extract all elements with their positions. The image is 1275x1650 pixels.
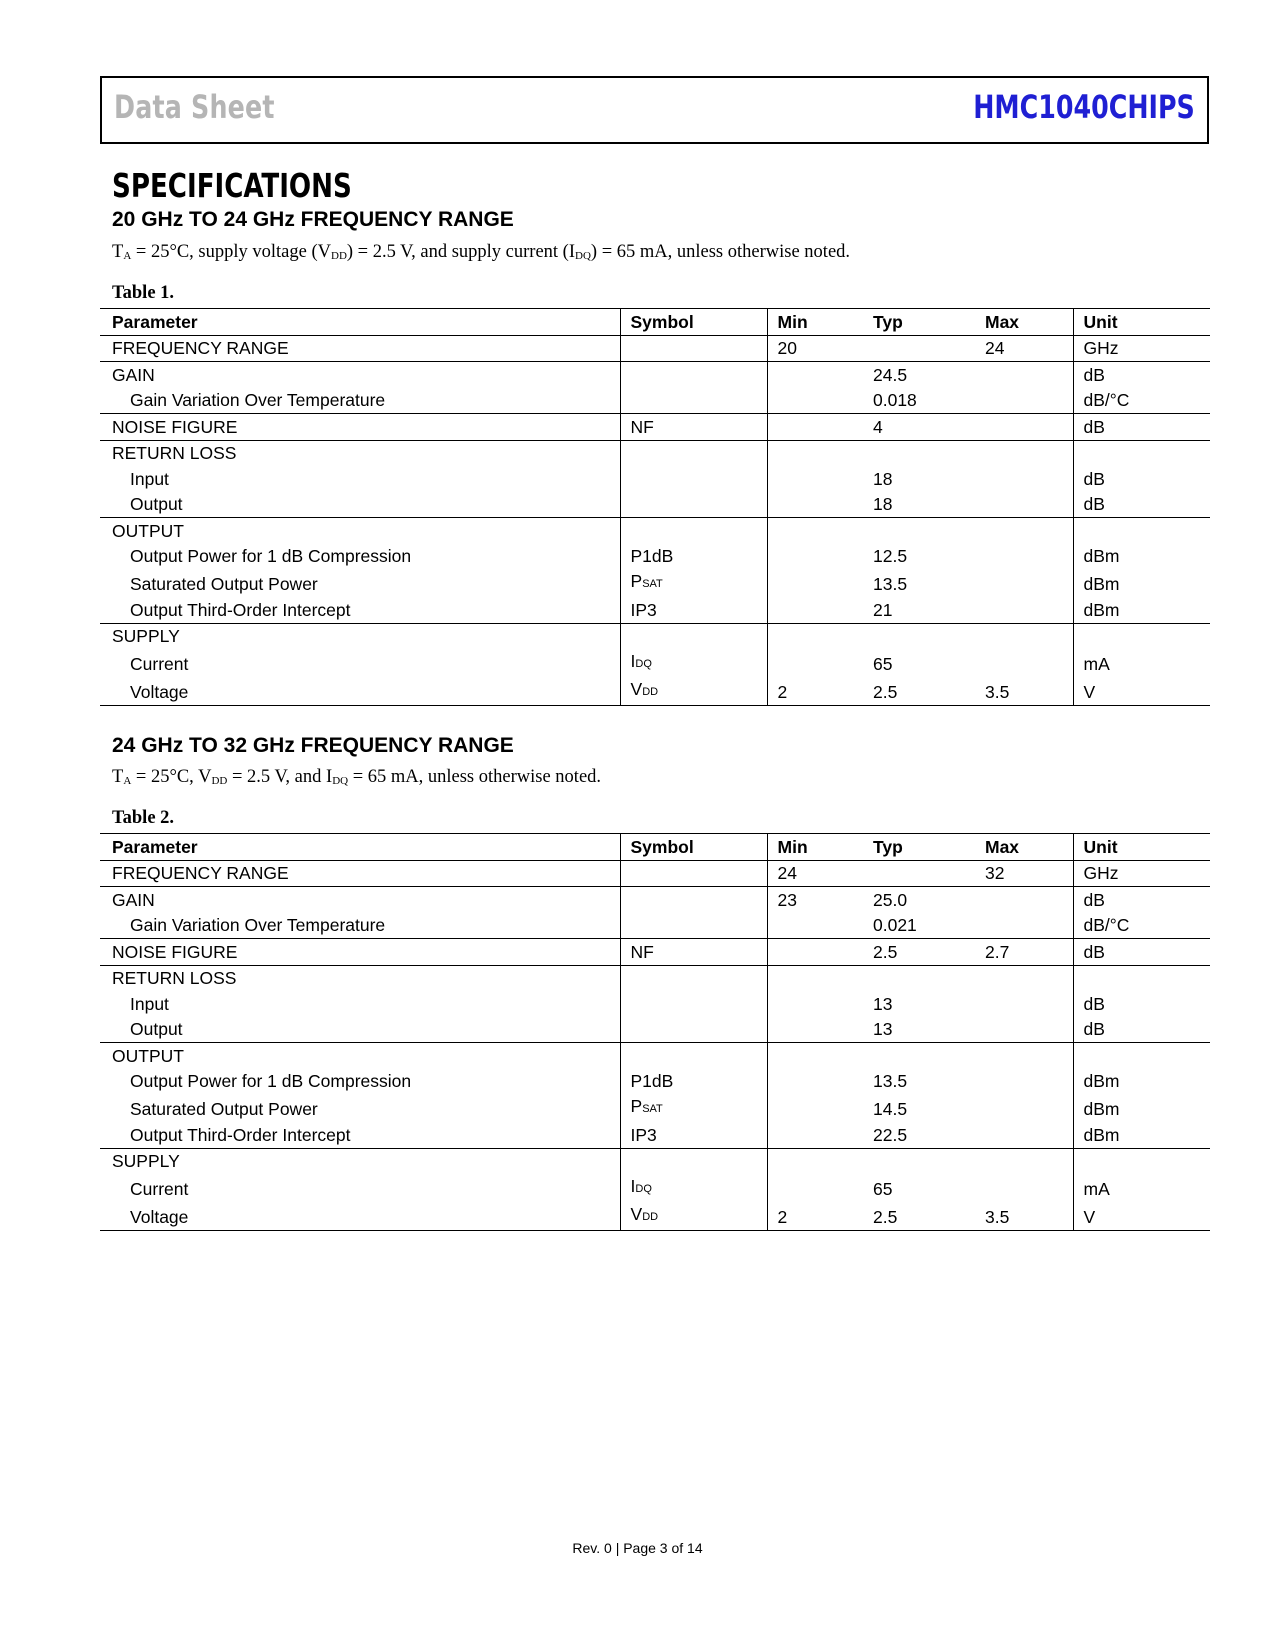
- typ-cell: 2.5: [861, 939, 973, 966]
- unit-cell: GHz: [1073, 335, 1210, 362]
- table-row: [100, 860, 1210, 887]
- header-unit: Unit: [1073, 309, 1210, 336]
- table-1-caption: Table 1.: [112, 283, 175, 303]
- max-cell: [973, 1122, 1073, 1148]
- typ-cell: [861, 335, 973, 362]
- unit-cell: dBm: [1073, 1122, 1210, 1148]
- typ-cell: [861, 860, 973, 887]
- unit-cell: dBm: [1073, 544, 1210, 570]
- unit-cell: dB: [1073, 414, 1210, 441]
- param-cell: Input: [130, 993, 169, 1014]
- param-cell: Saturated Output Power: [130, 1099, 318, 1119]
- header-parameter: Parameter: [100, 309, 620, 336]
- typ-cell: [861, 965, 973, 991]
- table-row: [100, 544, 1210, 570]
- symbol-cell: [620, 1017, 767, 1043]
- table-2-subtitle: 24 GHz TO 32 GHz FREQUENCY RANGE: [112, 734, 514, 757]
- typ-cell: 25.0: [861, 887, 973, 913]
- param-cell: Voltage: [100, 677, 620, 706]
- max-cell: [973, 544, 1073, 570]
- typ-cell: 13: [873, 993, 893, 1014]
- symbol-cell: IP3: [620, 597, 767, 623]
- symbol-cell: NF: [620, 414, 767, 441]
- unit-cell: dB: [1073, 492, 1210, 518]
- symbol-cell: NF: [620, 939, 767, 966]
- unit-cell: V: [1073, 677, 1210, 706]
- typ-cell: 65: [873, 1179, 893, 1199]
- typ-cell: [861, 518, 973, 544]
- param-cell: Current: [130, 1179, 189, 1199]
- symbol-cell: [620, 440, 767, 466]
- min-cell: [767, 991, 861, 1017]
- table-row: [100, 1017, 1210, 1043]
- min-cell: [767, 623, 861, 649]
- min-cell: [767, 649, 861, 677]
- unit-cell: [1073, 1148, 1210, 1174]
- typ-cell: 2.5: [861, 677, 973, 706]
- unit-cell: [1073, 623, 1210, 649]
- header-typ: Typ: [861, 309, 973, 336]
- symbol-cell: [620, 466, 767, 492]
- part-number: HMC1040CHIPS: [973, 88, 1195, 126]
- min-cell: [767, 913, 861, 939]
- max-cell: [973, 887, 1073, 913]
- unit-cell: dBm: [1073, 569, 1210, 597]
- min-cell: [767, 1148, 861, 1174]
- unit-cell: dBm: [1073, 1094, 1210, 1122]
- param-cell: Output: [130, 1019, 183, 1039]
- min-cell: [767, 965, 861, 991]
- symbol-cell: [620, 335, 767, 362]
- param-cell: Output Power for 1 dB Compression: [130, 546, 412, 566]
- min-cell: 2: [767, 677, 861, 706]
- min-cell: [767, 544, 861, 570]
- typ-cell: 14.5: [873, 1099, 908, 1119]
- unit-cell: dB: [1073, 466, 1210, 492]
- max-cell: 3.5: [973, 1202, 1073, 1231]
- min-cell: [767, 597, 861, 623]
- symbol-cell: [620, 913, 767, 939]
- unit-cell: dB/°C: [1073, 913, 1210, 939]
- min-cell: [767, 518, 861, 544]
- table-row: [100, 414, 1210, 441]
- typ-cell: [861, 623, 973, 649]
- typ-cell: 13.5: [873, 574, 908, 594]
- min-cell: 2: [767, 1202, 861, 1231]
- max-cell: [973, 518, 1073, 544]
- header-symbol: Symbol: [620, 309, 767, 336]
- symbol-cell: IDQ: [620, 649, 767, 677]
- param-cell: OUTPUT: [100, 518, 620, 544]
- table-row: [100, 887, 1210, 913]
- table-row: [100, 965, 1210, 991]
- param-cell: SUPPLY: [100, 623, 620, 649]
- symbol-cell: VDD: [620, 1202, 767, 1231]
- header-unit: Unit: [1073, 834, 1210, 861]
- param-cell: FREQUENCY RANGE: [100, 860, 620, 887]
- symbol-cell: [620, 887, 767, 913]
- typ-cell: 18: [873, 494, 893, 514]
- header-typ: Typ: [861, 834, 973, 861]
- symbol-cell: [620, 1148, 767, 1174]
- max-cell: [973, 414, 1073, 441]
- max-cell: [973, 1043, 1073, 1069]
- symbol-cell: [620, 388, 767, 414]
- unit-cell: [1073, 440, 1210, 466]
- table-row: [100, 569, 1210, 597]
- typ-cell: 21: [873, 599, 893, 620]
- symbol-cell: [620, 623, 767, 649]
- min-cell: [767, 466, 861, 492]
- max-cell: 2.7: [973, 939, 1073, 966]
- typ-cell: 24.5: [861, 362, 973, 388]
- table-1-conditions: $T_A = 25^\circ C$, supply voltage $(V_{DD}) = 2.5$ V, and supply current $(I_{DQ}) = 65$ mA, unless otherwise noted.: [112, 242, 851, 262]
- spec-table-1: [100, 308, 1210, 706]
- param-cell: Current: [130, 654, 189, 674]
- min-cell: [767, 388, 861, 414]
- min-cell: [767, 939, 861, 966]
- max-cell: [973, 388, 1073, 414]
- unit-cell: GHz: [1073, 860, 1210, 887]
- max-cell: [973, 597, 1073, 623]
- param-cell: GAIN: [100, 362, 620, 388]
- symbol-cell: [620, 860, 767, 887]
- typ-cell: 0.018: [873, 390, 917, 410]
- table-2-caption: Table 2.: [112, 808, 175, 828]
- param-cell: Gain Variation Over Temperature: [130, 390, 386, 410]
- table-row: [100, 939, 1210, 966]
- min-cell: [767, 492, 861, 518]
- min-cell: [767, 1094, 861, 1122]
- symbol-cell: [620, 1043, 767, 1069]
- param-cell: Voltage: [100, 1202, 620, 1231]
- symbol-cell: IDQ: [620, 1174, 767, 1202]
- header-parameter: Parameter: [100, 834, 620, 861]
- symbol-cell: [620, 362, 767, 388]
- table-row: [100, 623, 1210, 649]
- symbol-cell: IP3: [620, 1122, 767, 1148]
- typ-cell: 13.5: [873, 1071, 908, 1091]
- max-cell: [973, 1174, 1073, 1202]
- min-cell: 24: [767, 860, 861, 887]
- max-cell: [973, 440, 1073, 466]
- typ-cell: 2.5: [861, 1202, 973, 1231]
- param-cell: NOISE FIGURE: [100, 414, 620, 441]
- table-row: [100, 1174, 1210, 1202]
- table-row: [100, 388, 1210, 414]
- max-cell: 3.5: [973, 677, 1073, 706]
- min-cell: 20: [767, 335, 861, 362]
- page-footer: Rev. 0 | Page 3 of 14: [572, 1540, 703, 1556]
- typ-cell: [861, 440, 973, 466]
- symbol-cell: P1dB: [620, 1069, 767, 1095]
- min-cell: [767, 1069, 861, 1095]
- param-cell: NOISE FIGURE: [100, 939, 620, 966]
- param-cell: OUTPUT: [100, 1043, 620, 1069]
- unit-cell: dBm: [1073, 597, 1210, 623]
- table-row: [100, 597, 1210, 623]
- typ-cell: 22.5: [873, 1124, 908, 1145]
- max-cell: 32: [973, 860, 1073, 887]
- unit-cell: dB: [1073, 362, 1210, 388]
- symbol-cell: PSAT: [620, 569, 767, 597]
- min-cell: [767, 440, 861, 466]
- max-cell: [973, 1069, 1073, 1095]
- min-cell: [767, 1043, 861, 1069]
- table-row: [100, 466, 1210, 492]
- table-row: [100, 649, 1210, 677]
- param-cell: Output Third-Order Intercept: [130, 1124, 351, 1145]
- min-cell: [767, 569, 861, 597]
- max-cell: [973, 965, 1073, 991]
- table-header-row: [100, 309, 1210, 336]
- table-row: [100, 335, 1210, 362]
- param-cell: FREQUENCY RANGE: [100, 335, 620, 362]
- typ-cell: 13: [873, 1019, 893, 1039]
- max-cell: [973, 466, 1073, 492]
- symbol-cell: VDD: [620, 677, 767, 706]
- unit-cell: dB: [1073, 1017, 1210, 1043]
- table-row: [100, 492, 1210, 518]
- unit-cell: [1073, 1043, 1210, 1069]
- header-symbol: Symbol: [620, 834, 767, 861]
- table-row: [100, 1122, 1210, 1148]
- typ-cell: [861, 1148, 973, 1174]
- spec-table-2: [100, 833, 1210, 1231]
- header-min: Min: [767, 834, 861, 861]
- max-cell: [973, 913, 1073, 939]
- unit-cell: dBm: [1073, 1069, 1210, 1095]
- typ-cell: 0.021: [873, 915, 917, 935]
- max-cell: [973, 569, 1073, 597]
- symbol-cell: [620, 965, 767, 991]
- unit-cell: dB: [1073, 991, 1210, 1017]
- typ-cell: 4: [861, 414, 973, 441]
- param-cell: Input: [130, 468, 169, 489]
- table-row: [100, 991, 1210, 1017]
- symbol-cell: [620, 492, 767, 518]
- symbol-cell: PSAT: [620, 1094, 767, 1122]
- param-cell: SUPPLY: [100, 1148, 620, 1174]
- page-header: [100, 76, 1209, 144]
- table-row: [100, 1094, 1210, 1122]
- table-row: [100, 677, 1210, 706]
- max-cell: [973, 623, 1073, 649]
- typ-cell: 65: [873, 654, 893, 674]
- unit-cell: mA: [1073, 1174, 1210, 1202]
- table-row: [100, 1202, 1210, 1231]
- unit-cell: dB/°C: [1073, 388, 1210, 414]
- max-cell: [973, 362, 1073, 388]
- max-cell: [973, 649, 1073, 677]
- unit-cell: mA: [1073, 649, 1210, 677]
- unit-cell: [1073, 518, 1210, 544]
- typ-cell: [861, 1043, 973, 1069]
- table-row: [100, 440, 1210, 466]
- symbol-cell: P1dB: [620, 544, 767, 570]
- max-cell: 24: [973, 335, 1073, 362]
- max-cell: [973, 1017, 1073, 1043]
- table-row: [100, 1148, 1210, 1174]
- symbol-cell: [620, 991, 767, 1017]
- symbol-cell: [620, 518, 767, 544]
- param-cell: Saturated Output Power: [130, 574, 318, 594]
- max-cell: [973, 1148, 1073, 1174]
- param-cell: GAIN: [100, 887, 620, 913]
- min-cell: 23: [767, 887, 861, 913]
- param-cell: Output Power for 1 dB Compression: [130, 1071, 412, 1091]
- table-row: [100, 1069, 1210, 1095]
- unit-cell: dB: [1073, 887, 1210, 913]
- min-cell: [767, 1017, 861, 1043]
- table-header-row: [100, 834, 1210, 861]
- typ-cell: 12.5: [873, 546, 908, 566]
- header-max: Max: [973, 309, 1073, 336]
- header-min: Min: [767, 309, 861, 336]
- unit-cell: dB: [1073, 939, 1210, 966]
- max-cell: [973, 991, 1073, 1017]
- header-max: Max: [973, 834, 1073, 861]
- section-title: SPECIFICATIONS: [112, 166, 352, 205]
- param-cell: Output: [130, 494, 183, 514]
- min-cell: [767, 362, 861, 388]
- table-row: [100, 913, 1210, 939]
- table-1-subtitle: 20 GHz TO 24 GHz FREQUENCY RANGE: [112, 208, 514, 231]
- min-cell: [767, 1122, 861, 1148]
- table-2-conditions: $T_A = 25^\circ C$, $V_{DD} = 2.5$ V, and $I_{DQ} = 65$ mA, unless otherwise noted.: [112, 767, 602, 787]
- table-row: [100, 1043, 1210, 1069]
- typ-cell: 18: [873, 468, 893, 489]
- max-cell: [973, 492, 1073, 518]
- max-cell: [973, 1094, 1073, 1122]
- param-cell: RETURN LOSS: [100, 965, 620, 991]
- min-cell: [767, 414, 861, 441]
- param-cell: Output Third-Order Intercept: [130, 599, 351, 620]
- table-row: [100, 518, 1210, 544]
- doc-type-label: Data Sheet: [114, 88, 275, 126]
- min-cell: [767, 1174, 861, 1202]
- unit-cell: [1073, 965, 1210, 991]
- table-row: [100, 362, 1210, 388]
- param-cell: Gain Variation Over Temperature: [130, 915, 386, 935]
- unit-cell: V: [1073, 1202, 1210, 1231]
- param-cell: RETURN LOSS: [100, 440, 620, 466]
